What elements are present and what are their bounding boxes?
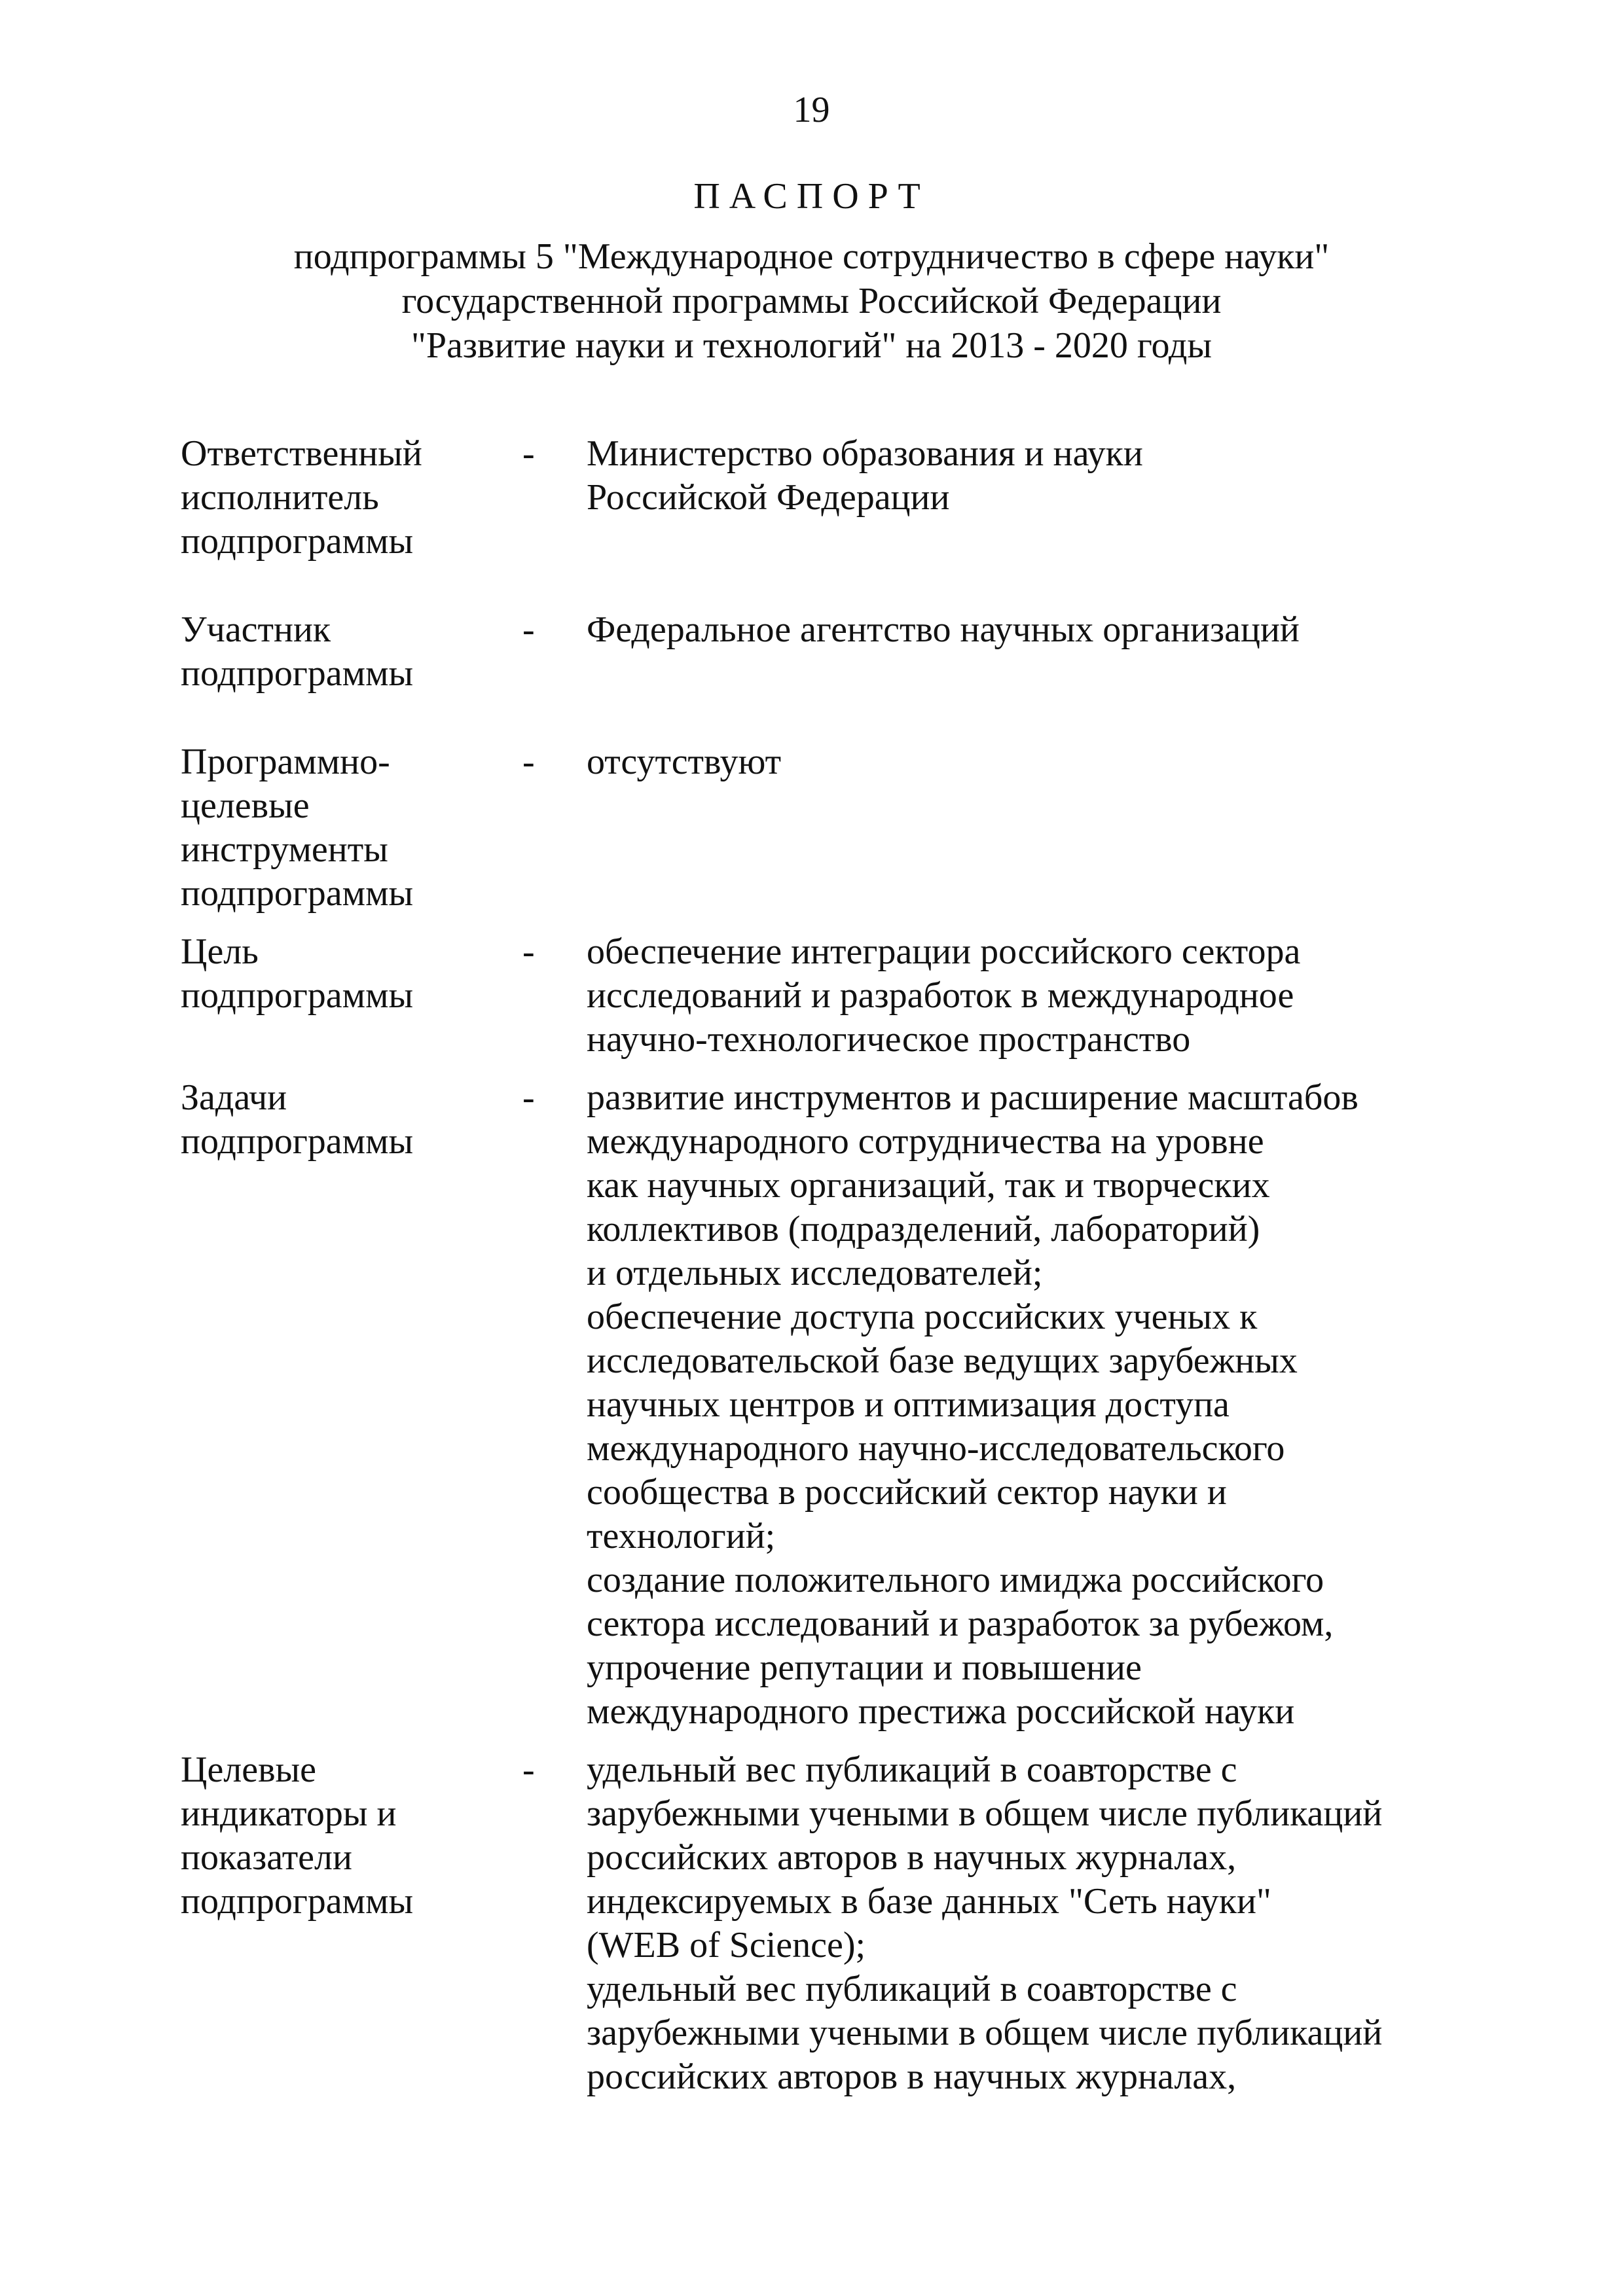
label-line: целевые — [181, 785, 310, 826]
value-line: международного научно-исследовательского — [587, 1428, 1285, 1469]
row-label — [181, 1076, 495, 1164]
value-line: сообщества в российский сектор науки и — [587, 1472, 1227, 1513]
row-value — [587, 1748, 1464, 2099]
subtitle-line: государственной программы Российской Федерации — [401, 281, 1222, 321]
row-dash: - — [522, 931, 535, 972]
row-label — [181, 930, 495, 1018]
value-line: (WEB of Science); — [587, 1925, 866, 1965]
row-program-instruments — [181, 740, 1464, 916]
value-line: как научных организаций, так и творческих — [587, 1165, 1270, 1206]
row-value — [587, 432, 1464, 520]
value-line: научно-технологическое пространство — [587, 1019, 1191, 1060]
value-line: исследовательской базе ведущих зарубежных — [587, 1340, 1298, 1381]
row-goal — [181, 930, 1464, 1062]
row-dash: - — [522, 742, 535, 782]
value-line: технологий; — [587, 1516, 776, 1556]
page-number: 19 — [793, 90, 830, 130]
row-target-indicators — [181, 1748, 1464, 2099]
value-line: индексируемых в базе данных "Сеть науки" — [587, 1881, 1271, 1922]
value-line: научных центров и оптимизация доступа — [587, 1384, 1230, 1425]
value-line: развитие инструментов и расширение масштабов — [587, 1077, 1359, 1118]
label-line: подпрограммы — [181, 653, 414, 694]
label-line: подпрограммы — [181, 1881, 414, 1922]
row-label — [181, 432, 495, 564]
label-line: Ответственный — [181, 433, 422, 474]
row-value — [587, 1076, 1464, 1734]
row-value — [587, 608, 1464, 652]
label-line: Целевые — [181, 1749, 317, 1790]
row-label — [181, 608, 495, 696]
value-line: удельный вес публикаций в соавторстве с — [587, 1969, 1237, 2009]
label-line: Цель — [181, 931, 259, 972]
row-participant — [181, 608, 1464, 696]
label-line: подпрограммы — [181, 975, 414, 1016]
row-dash: - — [522, 609, 535, 650]
subtitle-line: подпрограммы 5 "Международное сотрудничество в сфере науки" — [293, 236, 1330, 277]
document-subtitle — [0, 234, 1623, 368]
value-line: зарубежными учеными в общем числе публикаций — [587, 2013, 1383, 2053]
value-line: зарубежными учеными в общем числе публикаций — [587, 1793, 1383, 1834]
value-line: исследований и разработок в международное — [587, 975, 1294, 1016]
row-dash: - — [522, 1077, 535, 1118]
row-value — [587, 740, 1464, 784]
label-line: исполнитель — [181, 477, 379, 518]
subtitle-line: "Развитие науки и технологий" на 2013 - 2020 годы — [411, 325, 1212, 366]
value-line: Министерство образования и науки — [587, 433, 1143, 474]
value-line: международного престижа российской науки — [587, 1691, 1295, 1732]
value-line: удельный вес публикаций в соавторстве с — [587, 1749, 1237, 1790]
value-line: упрочение репутации и повышение — [587, 1647, 1142, 1688]
label-line: подпрограммы — [181, 521, 414, 562]
value-line: коллективов (подразделений, лабораторий) — [587, 1209, 1260, 1249]
value-line: обеспечение доступа российских ученых к — [587, 1297, 1258, 1337]
row-value — [587, 930, 1464, 1062]
value-line: российских авторов в научных журналах, — [587, 2056, 1237, 2097]
row-dash: - — [522, 433, 535, 474]
value-line: обеспечение интеграции российского сектора — [587, 931, 1301, 972]
label-line: Задачи — [181, 1077, 287, 1118]
value-line: и отдельных исследователей; — [587, 1253, 1043, 1293]
row-dash: - — [522, 1749, 535, 1790]
label-line: индикаторы и — [181, 1793, 397, 1834]
label-line: Программно- — [181, 742, 390, 782]
label-line: подпрограммы — [181, 873, 414, 914]
label-line: Участник — [181, 609, 331, 650]
value-line: Федеральное агентство научных организаций — [587, 609, 1300, 650]
document-title: ПАСПОРТ — [693, 176, 930, 217]
label-line: подпрограммы — [181, 1121, 414, 1162]
row-label — [181, 1748, 495, 1924]
row-tasks — [181, 1076, 1464, 1734]
label-line: инструменты — [181, 829, 388, 870]
row-responsible-executor — [181, 432, 1464, 564]
value-line: Российской Федерации — [587, 477, 950, 518]
value-line: отсутствуют — [587, 742, 782, 782]
value-line: создание положительного имиджа российского — [587, 1560, 1324, 1600]
value-line: российских авторов в научных журналах, — [587, 1837, 1237, 1878]
label-line: показатели — [181, 1837, 352, 1878]
value-line: международного сотрудничества на уровне — [587, 1121, 1264, 1162]
value-line: сектора исследований и разработок за рубежом, — [587, 1604, 1334, 1644]
passport-table — [181, 432, 1464, 2099]
row-label — [181, 740, 495, 916]
